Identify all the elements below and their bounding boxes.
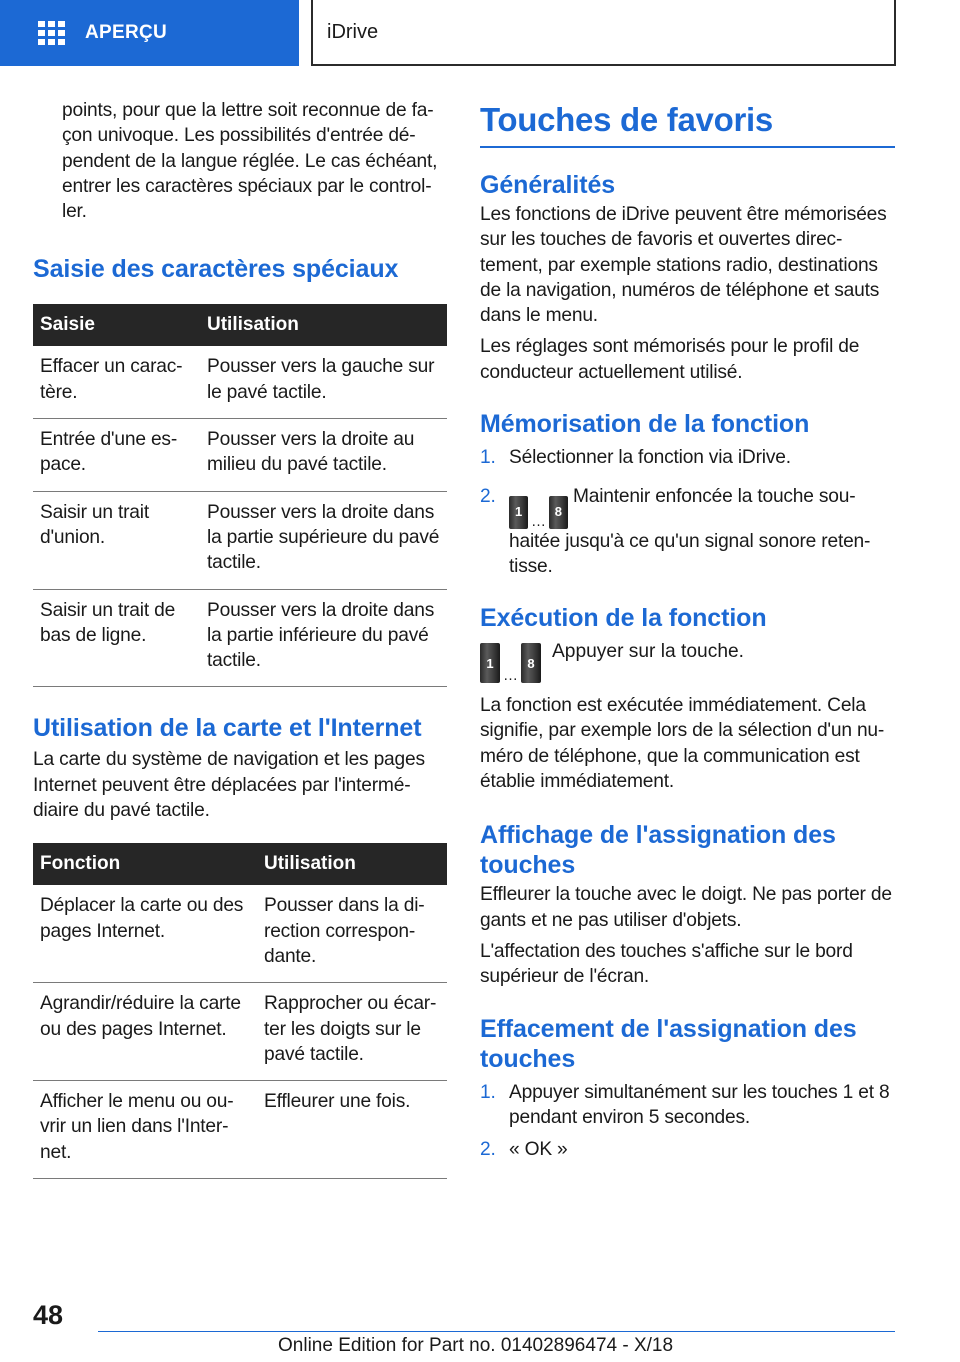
intro-paragraph: points, pour que la lettre soit reconnue de façon univoque. Les possibilités d'entrée dépendent de la langue réglée. Le cas échéant, entrer les caractères spéciaux par le controller. [62, 100, 438, 223]
list-item [480, 484, 895, 579]
key-8-icon: 8 [521, 643, 541, 683]
general-heading: Généralités [480, 171, 616, 199]
overview-tab[interactable] [0, 0, 299, 66]
key-1-icon: 1 [509, 496, 528, 529]
footer-divider [98, 1331, 895, 1332]
table-cell: Effacer un caractère. [33, 346, 200, 418]
table-header-row [33, 304, 447, 346]
table-cell: Entrée d'une espace. [33, 419, 200, 492]
table-cell: Rapprocher ou écarter les doigts sur le pavé tactile. [257, 983, 447, 1081]
display-paragraph-2: L'affectation des touches s'affiche sur le bord supérieur de l'écran. [480, 940, 853, 988]
list-text: Appuyer simultanément sur les touches 1 et 8 pendant environ 5 secondes. [509, 1081, 890, 1128]
table-row [33, 589, 447, 687]
table-cell: Pousser vers la droite dans la partie supérieure du pavé tactile. [200, 491, 447, 589]
right-column [480, 98, 895, 1162]
table-row [33, 1081, 447, 1179]
store-function-heading: Mémorisation de la fonction [480, 410, 810, 439]
left-column [33, 98, 447, 1179]
list-number: 2. [480, 1139, 496, 1161]
special-chars-heading: Saisie des caractères spéciaux [33, 255, 399, 284]
table-row [33, 491, 447, 589]
clear-assignment-heading: Effacement de l'assignation des touches [480, 1014, 857, 1073]
list-item [480, 1080, 895, 1131]
table-row [33, 346, 447, 418]
clear-steps-list [480, 1080, 895, 1163]
table-header-cell: Utilisation [257, 843, 447, 885]
general-paragraph-1: Les fonctions de iDrive peuvent être mémorisées sur les touches de favoris et ouvertes directement, par exemple stations radio, destinations de la navigation, numéros de téléphone et sauts dans le menu. [480, 204, 887, 327]
general-paragraph-2: Les réglages sont mémorisés pour le profil de conducteur actuellement utilisé. [480, 336, 860, 383]
table-cell: Agrandir/réduire la carte ou des pages Internet. [33, 983, 257, 1081]
table-cell: Afficher le menu ou ouvrir un lien dans l'Internet. [33, 1081, 257, 1179]
display-assignment-heading: Affichage de l'assignation des touches [480, 821, 836, 880]
table-row [33, 419, 447, 492]
table-header-row [33, 843, 447, 885]
execute-function-heading: Exécution de la fonction [480, 604, 767, 633]
key-8-icon: 8 [549, 496, 568, 529]
table-cell: Pousser vers la droite dans la partie inférieure du pavé tactile. [200, 589, 447, 687]
table-cell: Saisir un trait d'union. [33, 491, 200, 589]
favorite-keys-icon [509, 496, 568, 529]
key-1-icon: 1 [480, 643, 500, 683]
execute-paragraph: La fonction est exécutée immédiatement. Cela signifie, par exemple lors de la sélection d'un numéro de téléphone, que la communication est établie immédiatement. [480, 695, 885, 793]
table-header-cell: Saisie [33, 304, 200, 346]
page-number: 48 [33, 1300, 64, 1330]
list-text: « OK » [509, 1139, 568, 1161]
table-row [33, 885, 447, 982]
map-internet-heading: Utilisation de la carte et l'Internet [33, 714, 422, 743]
list-number: 1. [480, 447, 496, 469]
chapter-title-text: iDrive [327, 20, 379, 43]
overview-tab-label: APERÇU [85, 22, 168, 43]
list-text: Maintenir enfoncée la touche souhaitée jusqu'à ce qu'un signal sonore retentisse. [509, 486, 871, 577]
execute-instruction: Appuyer sur la touche. [552, 641, 744, 663]
table-cell: Pousser vers la droite au milieu du pavé tactile. [200, 419, 447, 492]
map-internet-table [33, 843, 447, 1179]
map-intro-paragraph: La carte du système de navigation et les pages Internet peuvent être déplacées par l'intermédiaire du pavé tactile. [33, 749, 425, 822]
table-cell: Pousser vers la gauche sur le pavé tactile. [200, 346, 447, 418]
list-text: Sélectionner la fonction via iDrive. [509, 447, 791, 469]
grid-menu-icon [38, 21, 66, 45]
execute-row [480, 643, 895, 683]
table-row [33, 983, 447, 1081]
store-steps-list [480, 445, 895, 579]
display-paragraph-1: Effleurer la touche avec le doigt. Ne pas porter de gants et ne pas utiliser d'objets. [480, 884, 892, 931]
favorite-keys-icon [480, 643, 541, 683]
special-chars-table [33, 304, 447, 687]
table-cell: Saisir un trait de bas de ligne. [33, 589, 200, 687]
chapter-title [311, 0, 896, 66]
favorite-keys-title: Touches de favoris [480, 98, 895, 148]
table-cell: Déplacer la carte ou des pages Internet. [33, 885, 257, 982]
table-cell: Pousser dans la direction correspondante. [257, 885, 447, 982]
list-item [480, 445, 895, 470]
list-number: 1. [480, 1081, 496, 1103]
list-number: 2. [480, 486, 496, 508]
table-header-cell: Fonction [33, 843, 257, 885]
ellipsis-glyph: … [531, 512, 546, 530]
table-cell: Effleurer une fois. [257, 1081, 447, 1179]
footer-edition [278, 1335, 673, 1357]
list-item [480, 1137, 895, 1162]
edition-link[interactable]: Online Edition for Part no. 01402896474 - X/18 [278, 1335, 674, 1356]
ellipsis-glyph: … [503, 667, 518, 685]
table-header-cell: Utilisation [200, 304, 447, 346]
